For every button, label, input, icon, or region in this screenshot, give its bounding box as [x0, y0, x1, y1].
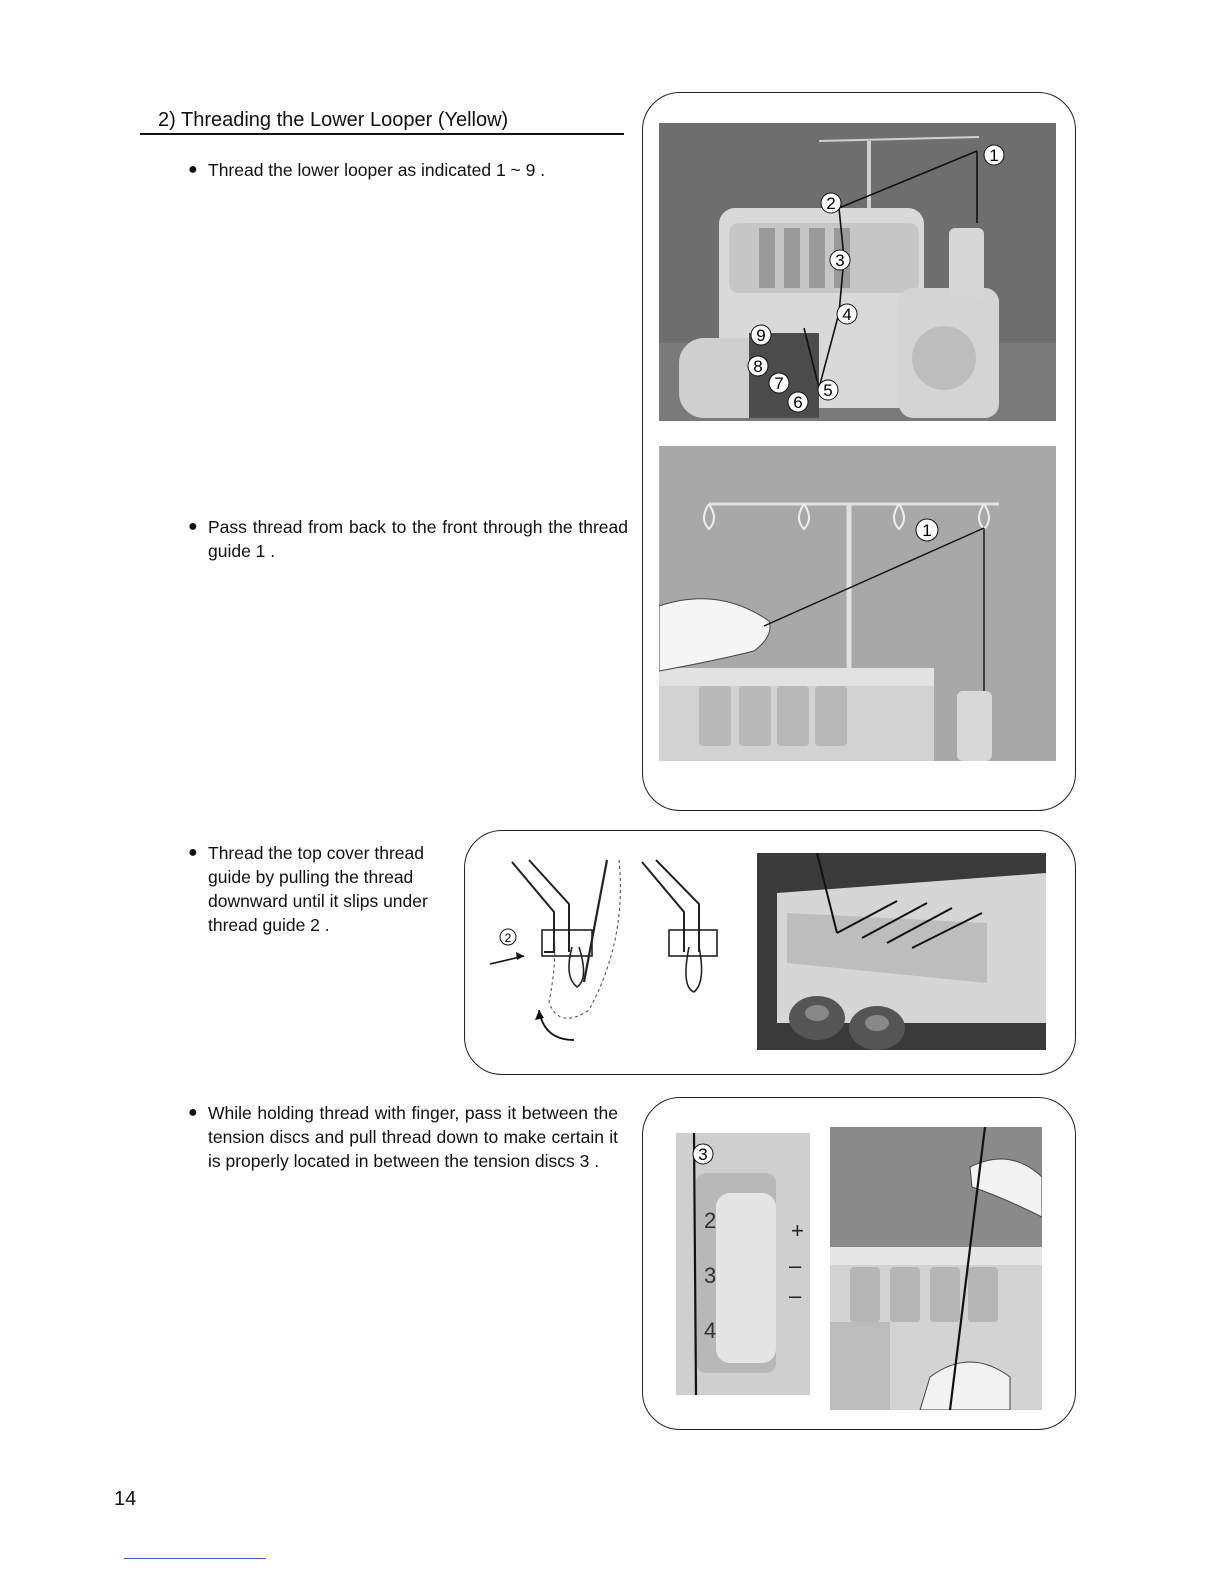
svg-text:5: 5	[823, 381, 833, 400]
thread-guide-photo	[659, 446, 1056, 761]
footer-link-line	[124, 1558, 266, 1559]
svg-text:3: 3	[698, 1145, 708, 1164]
dial-sign-plus: +	[791, 1218, 804, 1243]
callout-1	[984, 145, 1004, 165]
tension-callout-3	[693, 1144, 713, 1164]
svg-text:2: 2	[826, 194, 836, 213]
tension-dial-photo	[676, 1133, 810, 1395]
overview-photo	[659, 123, 1056, 421]
callout-5	[818, 380, 838, 400]
step-3-text: Thread the top cover thread guide by pulling the thread downward until it slips under thread guide 2 .	[208, 843, 428, 935]
step-1-text: Thread the lower looper as indicated 1 ~ 9 .	[208, 160, 546, 180]
bullet-icon: ●	[188, 161, 198, 178]
step-2-text: Pass thread from back to the front through the thread guide 1 .	[208, 517, 628, 561]
section-title: 2) Threading the Lower Looper (Yellow)	[140, 108, 624, 135]
svg-text:4: 4	[842, 305, 852, 324]
step-4	[188, 1101, 618, 1173]
dial-number-3: 3	[704, 1263, 717, 1288]
svg-text:1: 1	[922, 521, 932, 540]
svg-text:6: 6	[793, 393, 803, 412]
svg-text:9: 9	[756, 326, 766, 345]
bullet-icon: ●	[188, 844, 198, 861]
callout-8	[748, 356, 768, 376]
page-number: 14	[114, 1488, 137, 1510]
callout-4	[837, 304, 857, 324]
callout-6	[788, 392, 808, 412]
svg-text:3: 3	[835, 251, 845, 270]
cover-guide-photo	[757, 853, 1046, 1050]
tension-hand-photo	[830, 1127, 1042, 1410]
guide-callout-1	[916, 519, 938, 541]
bullet-icon: ●	[188, 518, 198, 535]
dial-sign-minus-1: –	[789, 1253, 802, 1278]
step-3	[188, 841, 458, 937]
callout-7	[769, 373, 789, 393]
cover-guide-callout-2	[500, 929, 516, 945]
bullet-icon: ●	[188, 1104, 198, 1121]
svg-text:8: 8	[753, 357, 763, 376]
svg-text:2: 2	[504, 931, 512, 945]
step-4-text: While holding thread with finger, pass it between the tension discs and pull thread down to make certain it is properly located in between the tension discs 3 .	[208, 1103, 618, 1171]
step-2	[188, 515, 628, 563]
dial-sign-minus-2: –	[789, 1283, 802, 1308]
dial-number-4: 4	[704, 1318, 717, 1343]
cover-guide-diagram	[484, 852, 744, 1052]
svg-text:1: 1	[989, 146, 999, 165]
step-1	[188, 158, 628, 182]
callout-3	[830, 250, 850, 270]
svg-text:7: 7	[774, 374, 784, 393]
callout-9	[751, 325, 771, 345]
callout-2	[821, 193, 841, 213]
dial-number-2: 2	[704, 1208, 717, 1233]
